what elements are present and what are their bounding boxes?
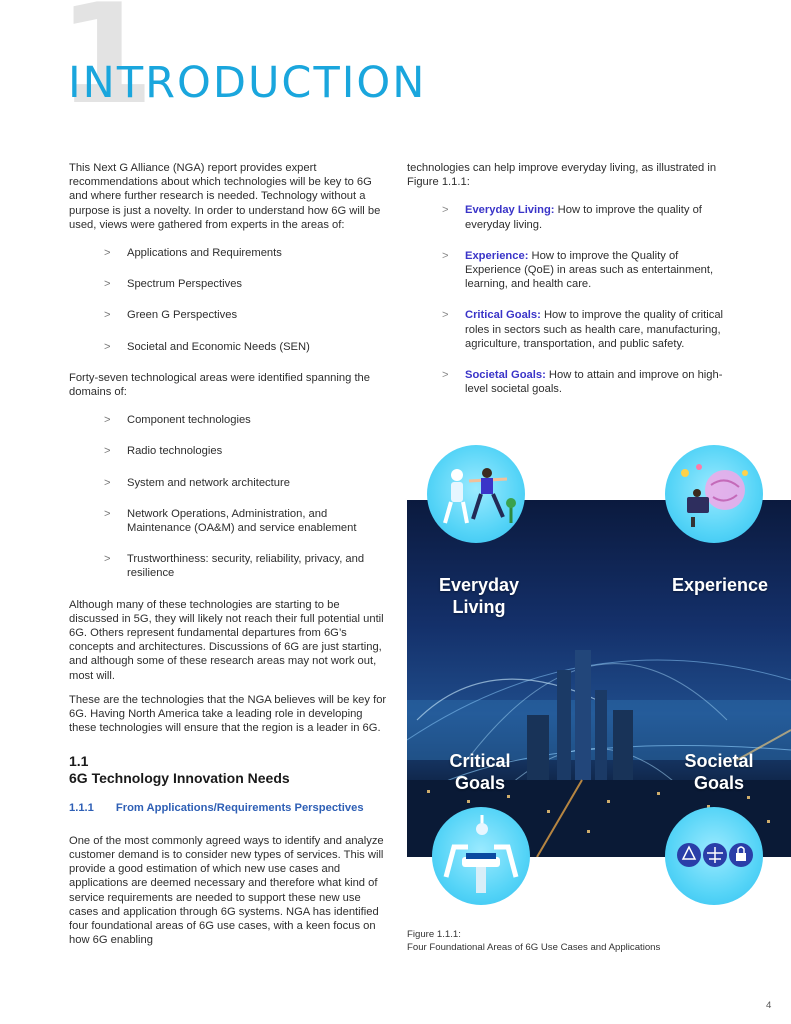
- domains-intro: Forty-seven technological areas were identified spanning the domains of:: [69, 371, 370, 399]
- figure-caption: Figure 1.1.1: Four Foundational Areas of 6G Use Cases and Applications: [407, 929, 661, 953]
- label-everyday-living: Everyday Living: [438, 575, 520, 617]
- bullet-arrow-icon: >: [442, 204, 449, 217]
- societal-goals-circle: [665, 807, 763, 905]
- brain-learning-icon: [665, 445, 763, 543]
- section-number: 1.1: [69, 753, 89, 770]
- bullet-arrow-icon: >: [104, 247, 111, 260]
- bullet-arrow-icon: >: [104, 309, 111, 322]
- page-number: 4: [766, 1000, 772, 1011]
- list-item: > Radio technologies: [104, 445, 223, 458]
- bullet-arrow-icon: >: [104, 553, 111, 566]
- left-column: [69, 161, 387, 957]
- societal-symbols-icon: [665, 807, 763, 905]
- domains-list: [69, 413, 387, 580]
- bullet-arrow-icon: >: [104, 507, 111, 520]
- city-night-image: [407, 500, 791, 857]
- everyday-living-circle: [427, 445, 525, 543]
- chapter-number: 1: [58, 0, 151, 135]
- list-item: > Everyday Living: How to improve the quality of everyday living.: [442, 204, 702, 231]
- bullet-arrow-icon: >: [104, 445, 111, 458]
- list-item: > System and network architecture: [104, 476, 290, 489]
- bullet-arrow-icon: >: [104, 278, 111, 291]
- list-item: > Spectrum Perspectives: [104, 278, 243, 291]
- list-item: > Trustworthiness: security, reliability, privacy, and resilience: [104, 553, 365, 580]
- city-skyline-icon: [407, 500, 791, 857]
- label-critical-goals: Critical Goals: [449, 751, 511, 793]
- chapter-title: INTRODUCTION: [68, 58, 427, 108]
- bullet-arrow-icon: >: [442, 249, 449, 262]
- list-item: > Experience: How to improve the Quality of Experience (QoE) in areas such as entertainment, learning, and health care.: [442, 249, 714, 291]
- bullet-arrow-icon: >: [104, 340, 111, 353]
- critical-goals-circle: [432, 807, 530, 905]
- list-item: > Critical Goals: How to improve the quality of critical roles in sectors such as health care, manufacturing, agriculture, transportation, and public safety.: [442, 309, 724, 350]
- figure-use-cases: [407, 440, 791, 920]
- paragraph: Although many of these technologies are starting to be discussed in 5G, they will likely not reach their full potential until 6G. Others represent fundamental departures from 6G’s concepts and architectures. Discussions of 6G are just starting, and although some of these research areas may not work out, most will.: [69, 598, 384, 682]
- subsection-number: 1.1.1: [69, 802, 94, 815]
- paragraph: These are the technologies that the NGA believes will be key for 6G. Having North America take a leading role in developing these technologies will ensure that the region is a leader in 6G.: [69, 693, 387, 735]
- list-item: > Societal and Economic Needs (SEN): [104, 340, 310, 353]
- bullet-arrow-icon: >: [104, 414, 111, 427]
- surgical-robot-icon: [432, 807, 530, 905]
- robot-yoga-icon: [427, 445, 525, 543]
- bullet-arrow-icon: >: [442, 309, 449, 322]
- subsection-title: From Applications/Requirements Perspectives: [115, 802, 364, 815]
- label-experience: Experience: [671, 575, 769, 595]
- use-case-list: [407, 203, 737, 396]
- intro-paragraph: This Next G Alliance (NGA) report provides expert recommendations about which technologies will be key to 6G and where further research is needed. Technology without a purpose is just a novelty. In order to understand how 6G will be used, views were gathered from experts in the areas of:: [69, 162, 381, 231]
- bullet-arrow-icon: >: [104, 476, 111, 489]
- areas-list: [69, 246, 387, 354]
- paragraph: One of the most commonly agreed ways to identify and analyze customer demand is to consider new types of services. This will provide a good estimation of which new use cases and applications are deemed necessary and therefore what kind of service requirements are needed to support these new use cases and application through 6G systems. NGA has identified four foundational areas of 6G use cases, with a keen focus on how 6G enabling: [69, 834, 384, 947]
- list-item: > Network Operations, Administration, and Maintenance (OA&M) and service enablement: [104, 507, 357, 535]
- paragraph: technologies can help improve everyday living, as illustrated in Figure 1.1.1:: [407, 162, 717, 189]
- list-item: > Component technologies: [104, 414, 251, 427]
- list-item: > Green G Perspectives: [104, 309, 238, 322]
- experience-circle: [665, 445, 763, 543]
- section-title: 6G Technology Innovation Needs: [69, 770, 290, 787]
- label-societal-goals: Societal Goals: [684, 751, 754, 793]
- subsection-heading: [69, 801, 387, 815]
- list-item: > Societal Goals: How to attain and improve on high-level societal goals.: [442, 369, 723, 396]
- right-column: [407, 161, 737, 413]
- list-item: > Applications and Requirements: [104, 247, 282, 260]
- bullet-arrow-icon: >: [442, 369, 449, 382]
